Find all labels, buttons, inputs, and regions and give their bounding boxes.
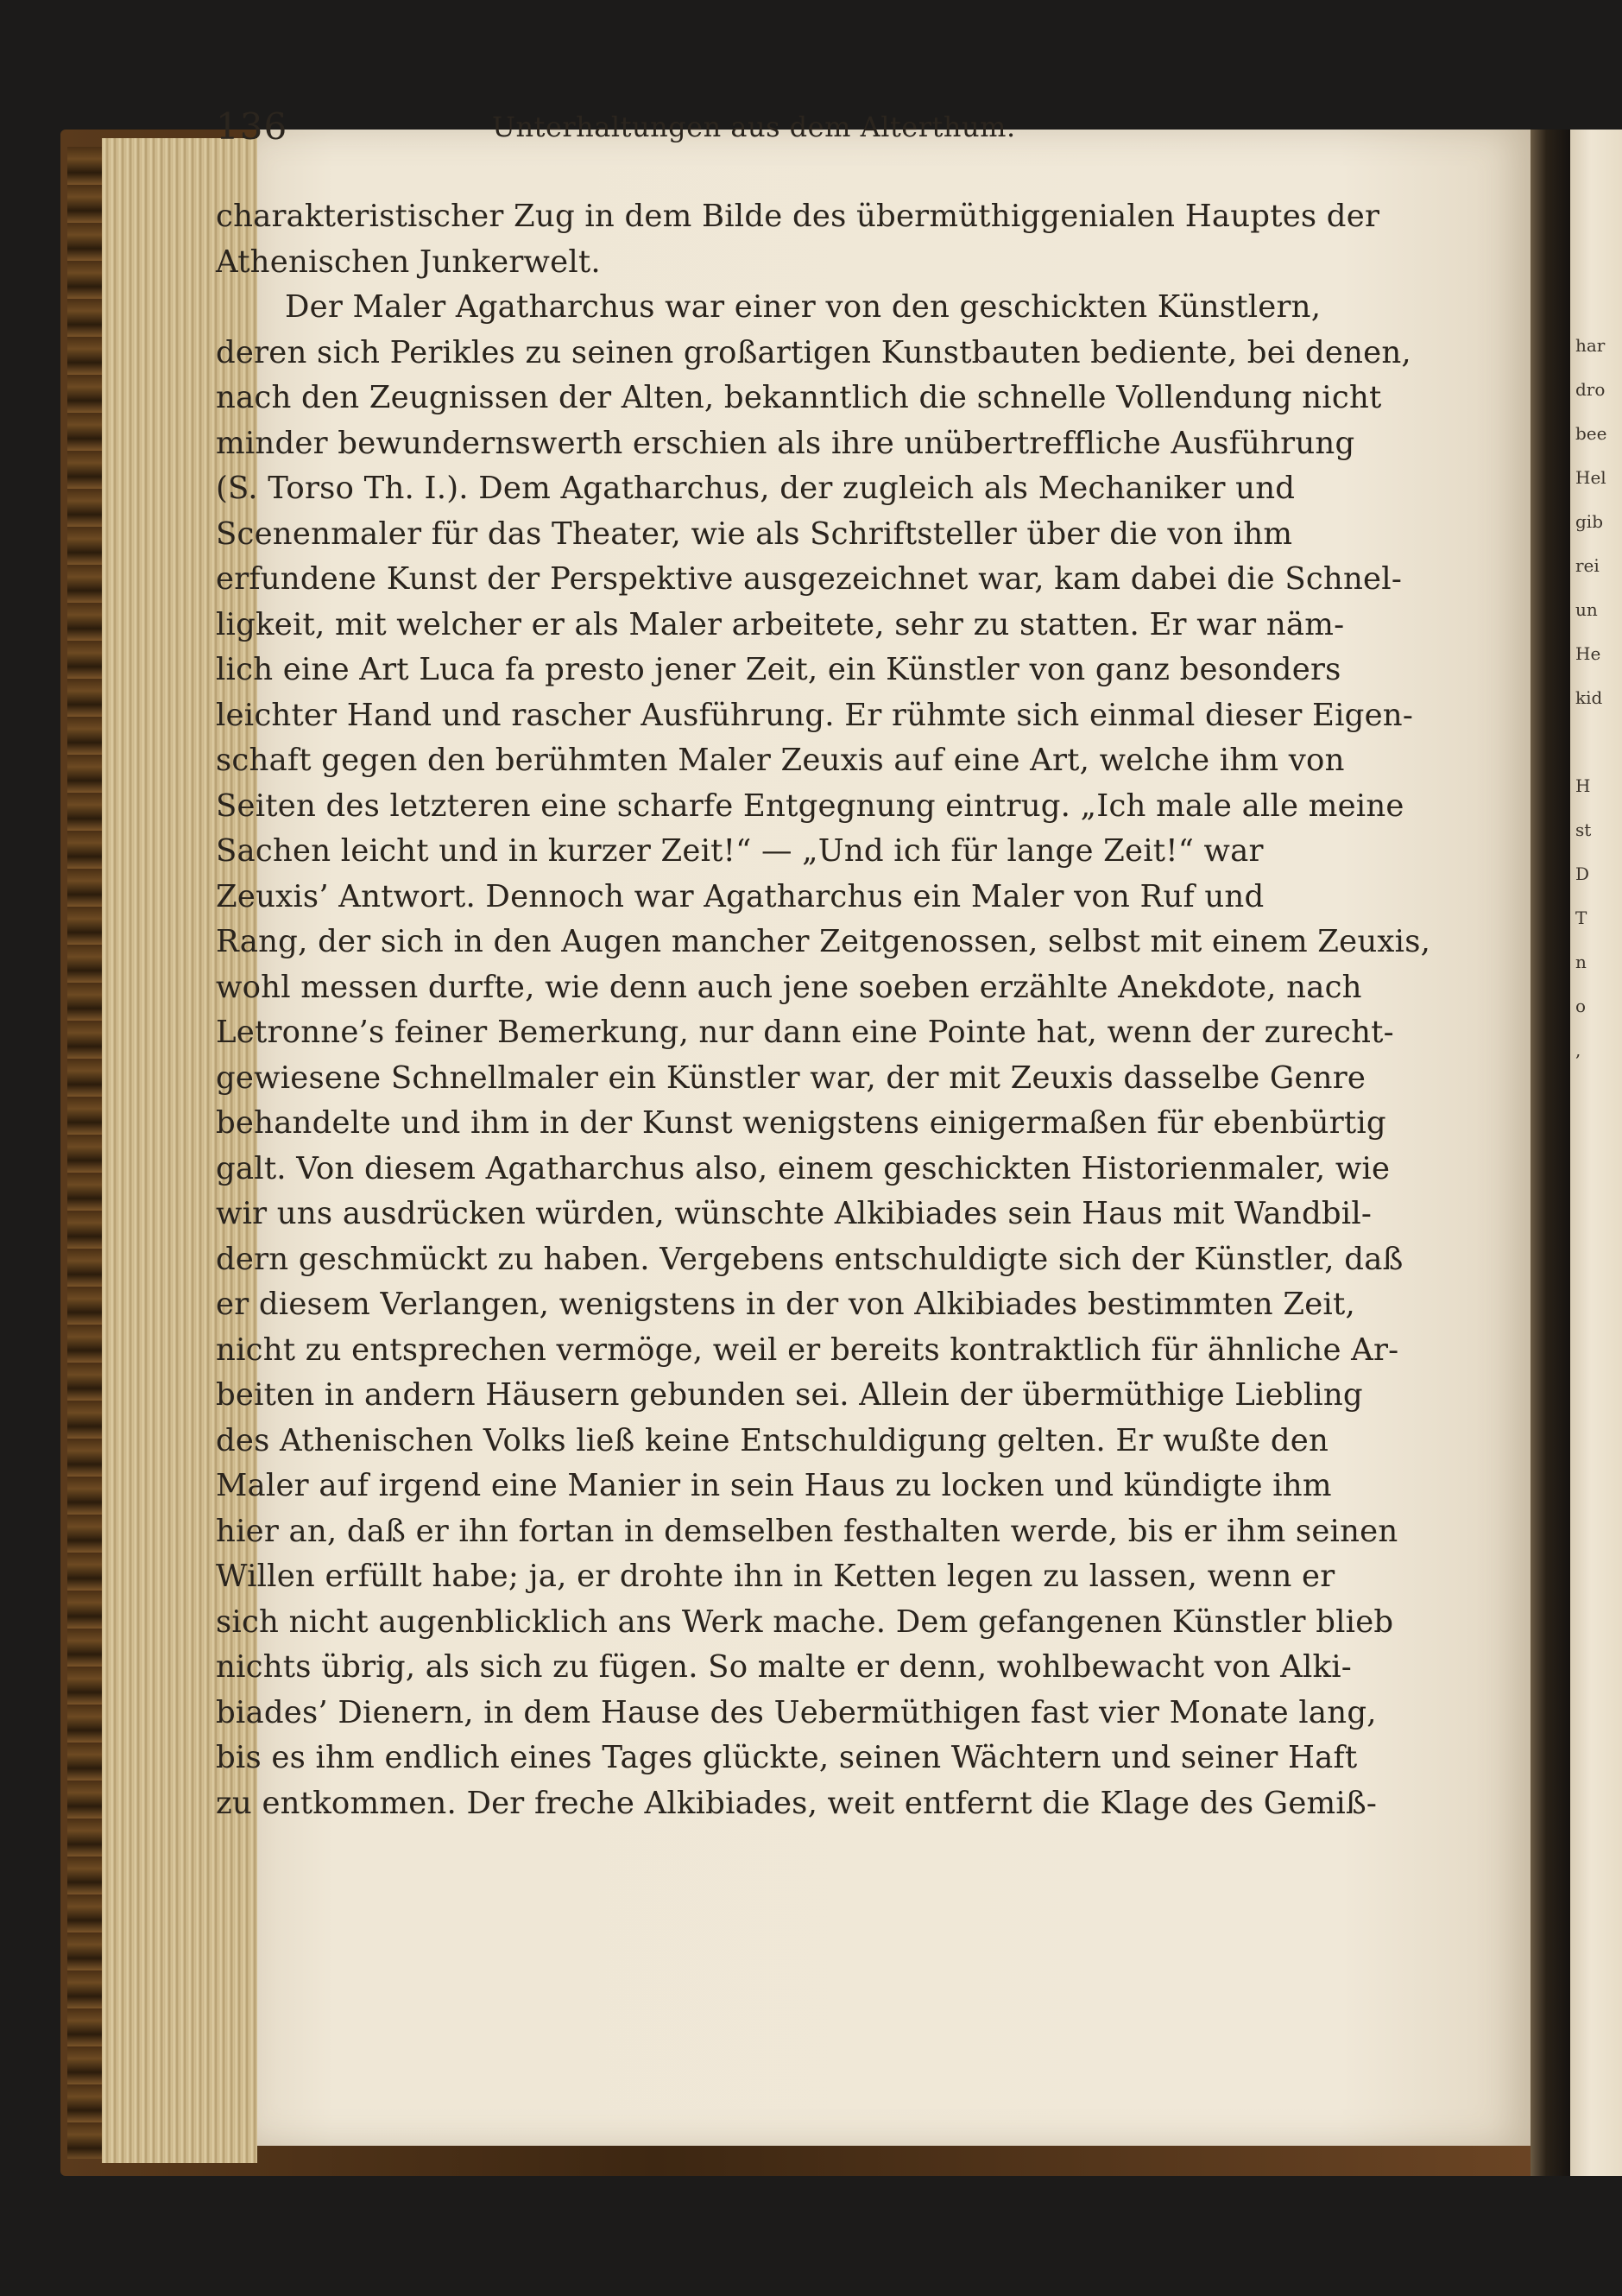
text-line: ligkeit, mit welcher er als Maler arbeitete, sehr zu statten. Er war näm-: [216, 606, 1345, 642]
text-line: leichter Hand und rascher Ausführung. Er rühmte sich einmal dieser Eigen-: [216, 697, 1414, 733]
running-title: Unterhaltungen aus dem Alterthum.: [492, 111, 1016, 143]
book-gutter: [1530, 130, 1570, 2176]
text-line: er diesem Verlangen, wenigstens in der von Alkibiades bestimmten Zeit,: [216, 1287, 1355, 1322]
text-line: Der Maler Agatharchus war einer von den geschickten Künstlern,: [285, 289, 1322, 325]
text-line: Maler auf irgend eine Manier in sein Haus zu locken und kündigte ihm: [216, 1468, 1332, 1503]
text-line: bis es ihm endlich eines Tages glückte, seinen Wächtern und seiner Haft: [216, 1740, 1358, 1775]
text-line: wir uns ausdrücken würden, wünschte Alkibiades sein Haus mit Wandbil-: [216, 1196, 1373, 1231]
text-line: zu entkommen. Der freche Alkibiades, weit entfernt die Klage des Gemiß-: [216, 1785, 1378, 1821]
right-page-fragment: [1570, 130, 1622, 2176]
text-line: sich nicht augenblicklich ans Werk mache. Dem gefangenen Künstler blieb: [216, 1603, 1394, 1640]
text-line: Zeuxis’ Antwort. Dennoch war Agatharchus ein Maler von Ruf und: [216, 878, 1265, 914]
text-line: hier an, daß er ihn fortan in demselben festhalten werde, bis er ihm seinen: [216, 1513, 1398, 1549]
text-line: Athenischen Junkerwelt.: [216, 244, 601, 280]
text-line: behandelte und ihm in der Kunst wenigstens einigermaßen für ebenbürtig: [216, 1105, 1386, 1141]
text-line: deren sich Perikles zu seinen großartigen Kunstbauten bediente, bei denen,: [216, 334, 1411, 370]
text-line: erfundene Kunst der Perspektive ausgezeichnet war, kam dabei die Schnel-: [216, 561, 1403, 597]
text-line: des Athenischen Volks ließ keine Entschuldigung gelten. Er wußte den: [216, 1422, 1329, 1458]
text-line: Sachen leicht und in kurzer Zeit!“ — „Und ich für lange Zeit!“ war: [216, 833, 1264, 869]
text-line: (S. Torso Th. I.). Dem Agatharchus, der zugleich als Mechaniker und: [216, 471, 1296, 506]
text-line: minder bewundernswerth erschien als ihre unübertreffliche Ausführung: [216, 425, 1355, 461]
text-line: galt. Von diesem Agatharchus also, einem geschickten Historienmaler, wie: [216, 1150, 1391, 1186]
text-line: nichts übrig, als sich zu fügen. So malte er denn, wohlbewacht von Alki-: [216, 1649, 1352, 1685]
body-text: [216, 194, 1431, 1826]
text-line: biades’ Dienern, in dem Hause des Uebermüthigen fast vier Monate lang,: [216, 1694, 1377, 1730]
book-spine-edge: [67, 147, 102, 2159]
text-line: schaft gegen den berühmten Maler Zeuxis auf eine Art, welche ihm von: [216, 743, 1345, 778]
right-page-text-fragments: har dro bee Hel gib rei un He kid H st D T n o ,: [1575, 335, 1607, 1060]
text-line: dern geschmückt zu haben. Vergebens entschuldigte sich der Künstler, daß: [216, 1241, 1404, 1277]
page-number: 136: [216, 105, 288, 148]
text-line: beiten in andern Häusern gebunden sei. Allein der übermüthige Liebling: [216, 1377, 1363, 1413]
text-line: Seiten des letzteren eine scharfe Entgegnung eintrug. „Ich male alle meine: [216, 787, 1404, 824]
text-line: Scenenmaler für das Theater, wie als Schriftsteller über die von ihm: [216, 515, 1293, 552]
text-line: nach den Zeugnissen der Alten, bekanntlich die schnelle Vollendung nicht: [216, 380, 1382, 415]
page-header: [216, 105, 1234, 157]
text-line: gewiesene Schnellmaler ein Künstler war, der mit Zeuxis dasselbe Genre: [216, 1059, 1366, 1096]
text-line: charakteristischer Zug in dem Bilde des übermüthiggenialen Hauptes der: [216, 199, 1380, 234]
text-line: Rang, der sich in den Augen mancher Zeitgenossen, selbst mit einem Zeuxis,: [216, 924, 1431, 959]
text-line: lich eine Art Luca fa presto jener Zeit, ein Künstler von ganz besonders: [216, 652, 1341, 687]
text-line: Letronne’s feiner Bemerkung, nur dann eine Pointe hat, wenn der zurecht-: [216, 1015, 1394, 1050]
text-line: wohl messen durfte, wie denn auch jene soeben erzählte Anekdote, nach: [216, 969, 1362, 1005]
text-line: nicht zu entsprechen vermöge, weil er bereits kontraktlich für ähnliche Ar-: [216, 1331, 1399, 1368]
text-line: Willen erfüllt habe; ja, er drohte ihn in Ketten legen zu lassen, wenn er: [216, 1559, 1335, 1594]
